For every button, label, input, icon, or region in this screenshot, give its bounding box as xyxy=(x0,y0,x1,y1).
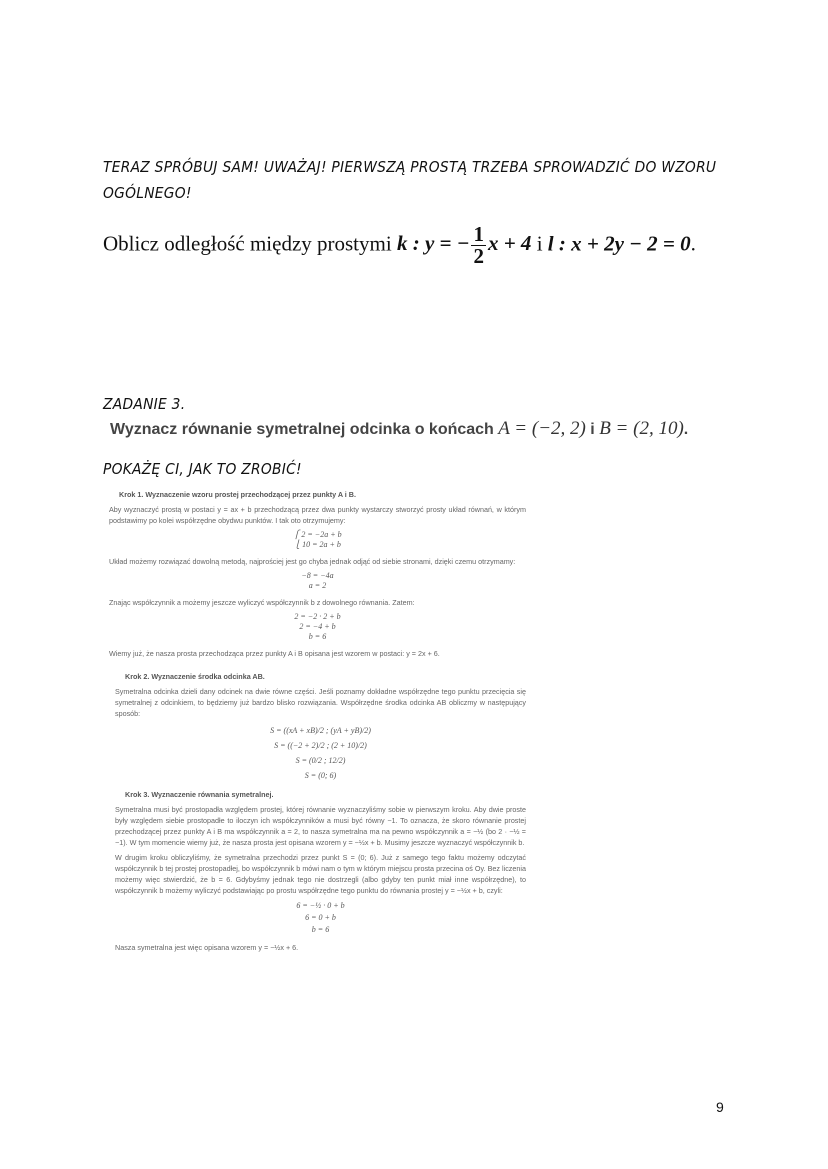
task-text: Oblicz odległość między prostymi xyxy=(103,231,392,256)
paragraph: Nasza symetralna jest więc opisana wzorem y = −½x + 6. xyxy=(115,943,299,952)
paragraph: Znając współczynnik a możemy jeszcze wyliczyć współczynnik b z dowolnego równania. Zatem: xyxy=(109,598,415,607)
heading-try-yourself-cont: OGÓLNEGO! xyxy=(103,184,192,202)
equation: 6 = −½ · 0 + b 6 = 0 + b b = 6 xyxy=(296,901,345,934)
equation: 2 = −2 · 2 + b 2 = −4 + b b = 6 xyxy=(294,612,341,641)
line-l-equation: l : x + 2y − 2 = 0 xyxy=(547,231,691,256)
paragraph: Układ możemy rozwiązać dowolną metodą, najprościej jest go chyba jednak odjąć od siebie stronami, dzięki czemu otrzymamy: xyxy=(109,557,516,566)
page-number: 9 xyxy=(716,1099,724,1115)
paragraph: Wiemy już, że nasza prosta przechodząca przez punkty A i B opisana jest wzorem w postaci: y = 2x + 6. xyxy=(109,649,440,658)
equation: S = ((xA + xB)/2 ; (yA + yB)/2) S = ((−2 + 2)/2 ; (2 + 10)/2) S = (0/2 ; 12/2) S = (0; 6) xyxy=(270,726,371,780)
zadanie-3-text: Wyznacz równanie symetralnej odcinka o końcach A = (−2, 2) i B = (2, 10). xyxy=(110,418,689,439)
conjunction: i xyxy=(531,231,548,256)
paragraph: Symetralna musi być prostopadła względem prostej, której równanie wyznaczyliśmy sobie w pierwszym kroku. Aby dwie proste były względem siebie prostopadłe to iloczyn ich współczynników a musi być równy −1. To oznacza, że skoro równanie prostej przechodzącej przez punkty A i B ma współczynnik a = 2, to nasza symetralna ma na pewno współczynnik a = −½ (bo 2 · −½ = −1). W tym momencie wiemy już, że nasza prosta jest opisana wzorem y = −½x + b. Musimy jeszcze wyznaczyć współczynnik b. xyxy=(115,805,526,847)
zadanie-3-heading: ZADANIE 3. xyxy=(103,395,186,413)
point-b: B = (2, 10) xyxy=(599,418,684,439)
step-3-title: Krok 3. Wyznaczenie równania symetralnej. xyxy=(125,790,274,799)
equation: −8 = −4a a = 2 xyxy=(301,571,334,590)
paragraph: Aby wyznaczyć prostą w postaci y = ax + b przechodzącą przez dwa punkty wystarczy stworzyć prosty układ równań, w którym podstawimy po kolei współrzędne obydwu punktów. I tak oto otrzymujemy: xyxy=(109,505,526,525)
step-1-title: Krok 1. Wyznaczenie wzoru prostej przechodzącej przez punkty A i B. xyxy=(119,490,356,499)
solution-image xyxy=(109,489,526,957)
equation-system: ⎧ 2 = −2a + b ⎩ 10 = 2a + b xyxy=(293,530,342,549)
point-a: A = (−2, 2) xyxy=(498,418,586,439)
task-distance-lines: Oblicz odległość między prostymi k : y = − $\frac{1}{2}$ x + 4 i l : x + 2y − 2 = 0. xyxy=(103,222,696,268)
line-k-equation: k : y = − $\frac{1}{2}$ x + 4 xyxy=(396,222,532,268)
heading-try-yourself: TERAZ SPRÓBUJ SAM! UWAŻAJ! PIERWSZĄ PROSTĄ TRZEBA SPROWADZIĆ DO WZORU xyxy=(103,158,717,176)
step-2-title: Krok 2. Wyznaczenie środka odcinka AB. xyxy=(125,672,265,681)
paragraph: Symetralna odcinka dzieli dany odcinek na dwie równe części. Jeśli poznamy dokładne współrzędne tego punktu przecięcia się symetralnej z odcinkiem, to będziemy już bardzo blisko rozwiązania. Współrzędne środka odcinka AB obliczmy w następujący sposób: xyxy=(115,687,526,718)
paragraph: W drugim kroku obliczyliśmy, że symetralna przechodzi przez punkt S = (0; 6). Już z samego tego faktu możemy odczytać współczynnik b tej prostej prostopadłej, bo współczynnik b mówi nam o tym w którym miejscu prosta przecina oś Oy. Bez liczenia możemy więc stwierdzić, że b = 6. Gdybyśmy jednak tego nie dostrzegli (albo gdyby ten punkt miał inne współrzędne), to współczynnik b możemy wyliczyć podstawiając po prostu współrzędne tego punktu do równania prostej y = −½x + b, czyli: xyxy=(115,853,526,895)
show-you-heading: POKAŻĘ CI, JAK TO ZROBIĆ! xyxy=(103,460,302,478)
